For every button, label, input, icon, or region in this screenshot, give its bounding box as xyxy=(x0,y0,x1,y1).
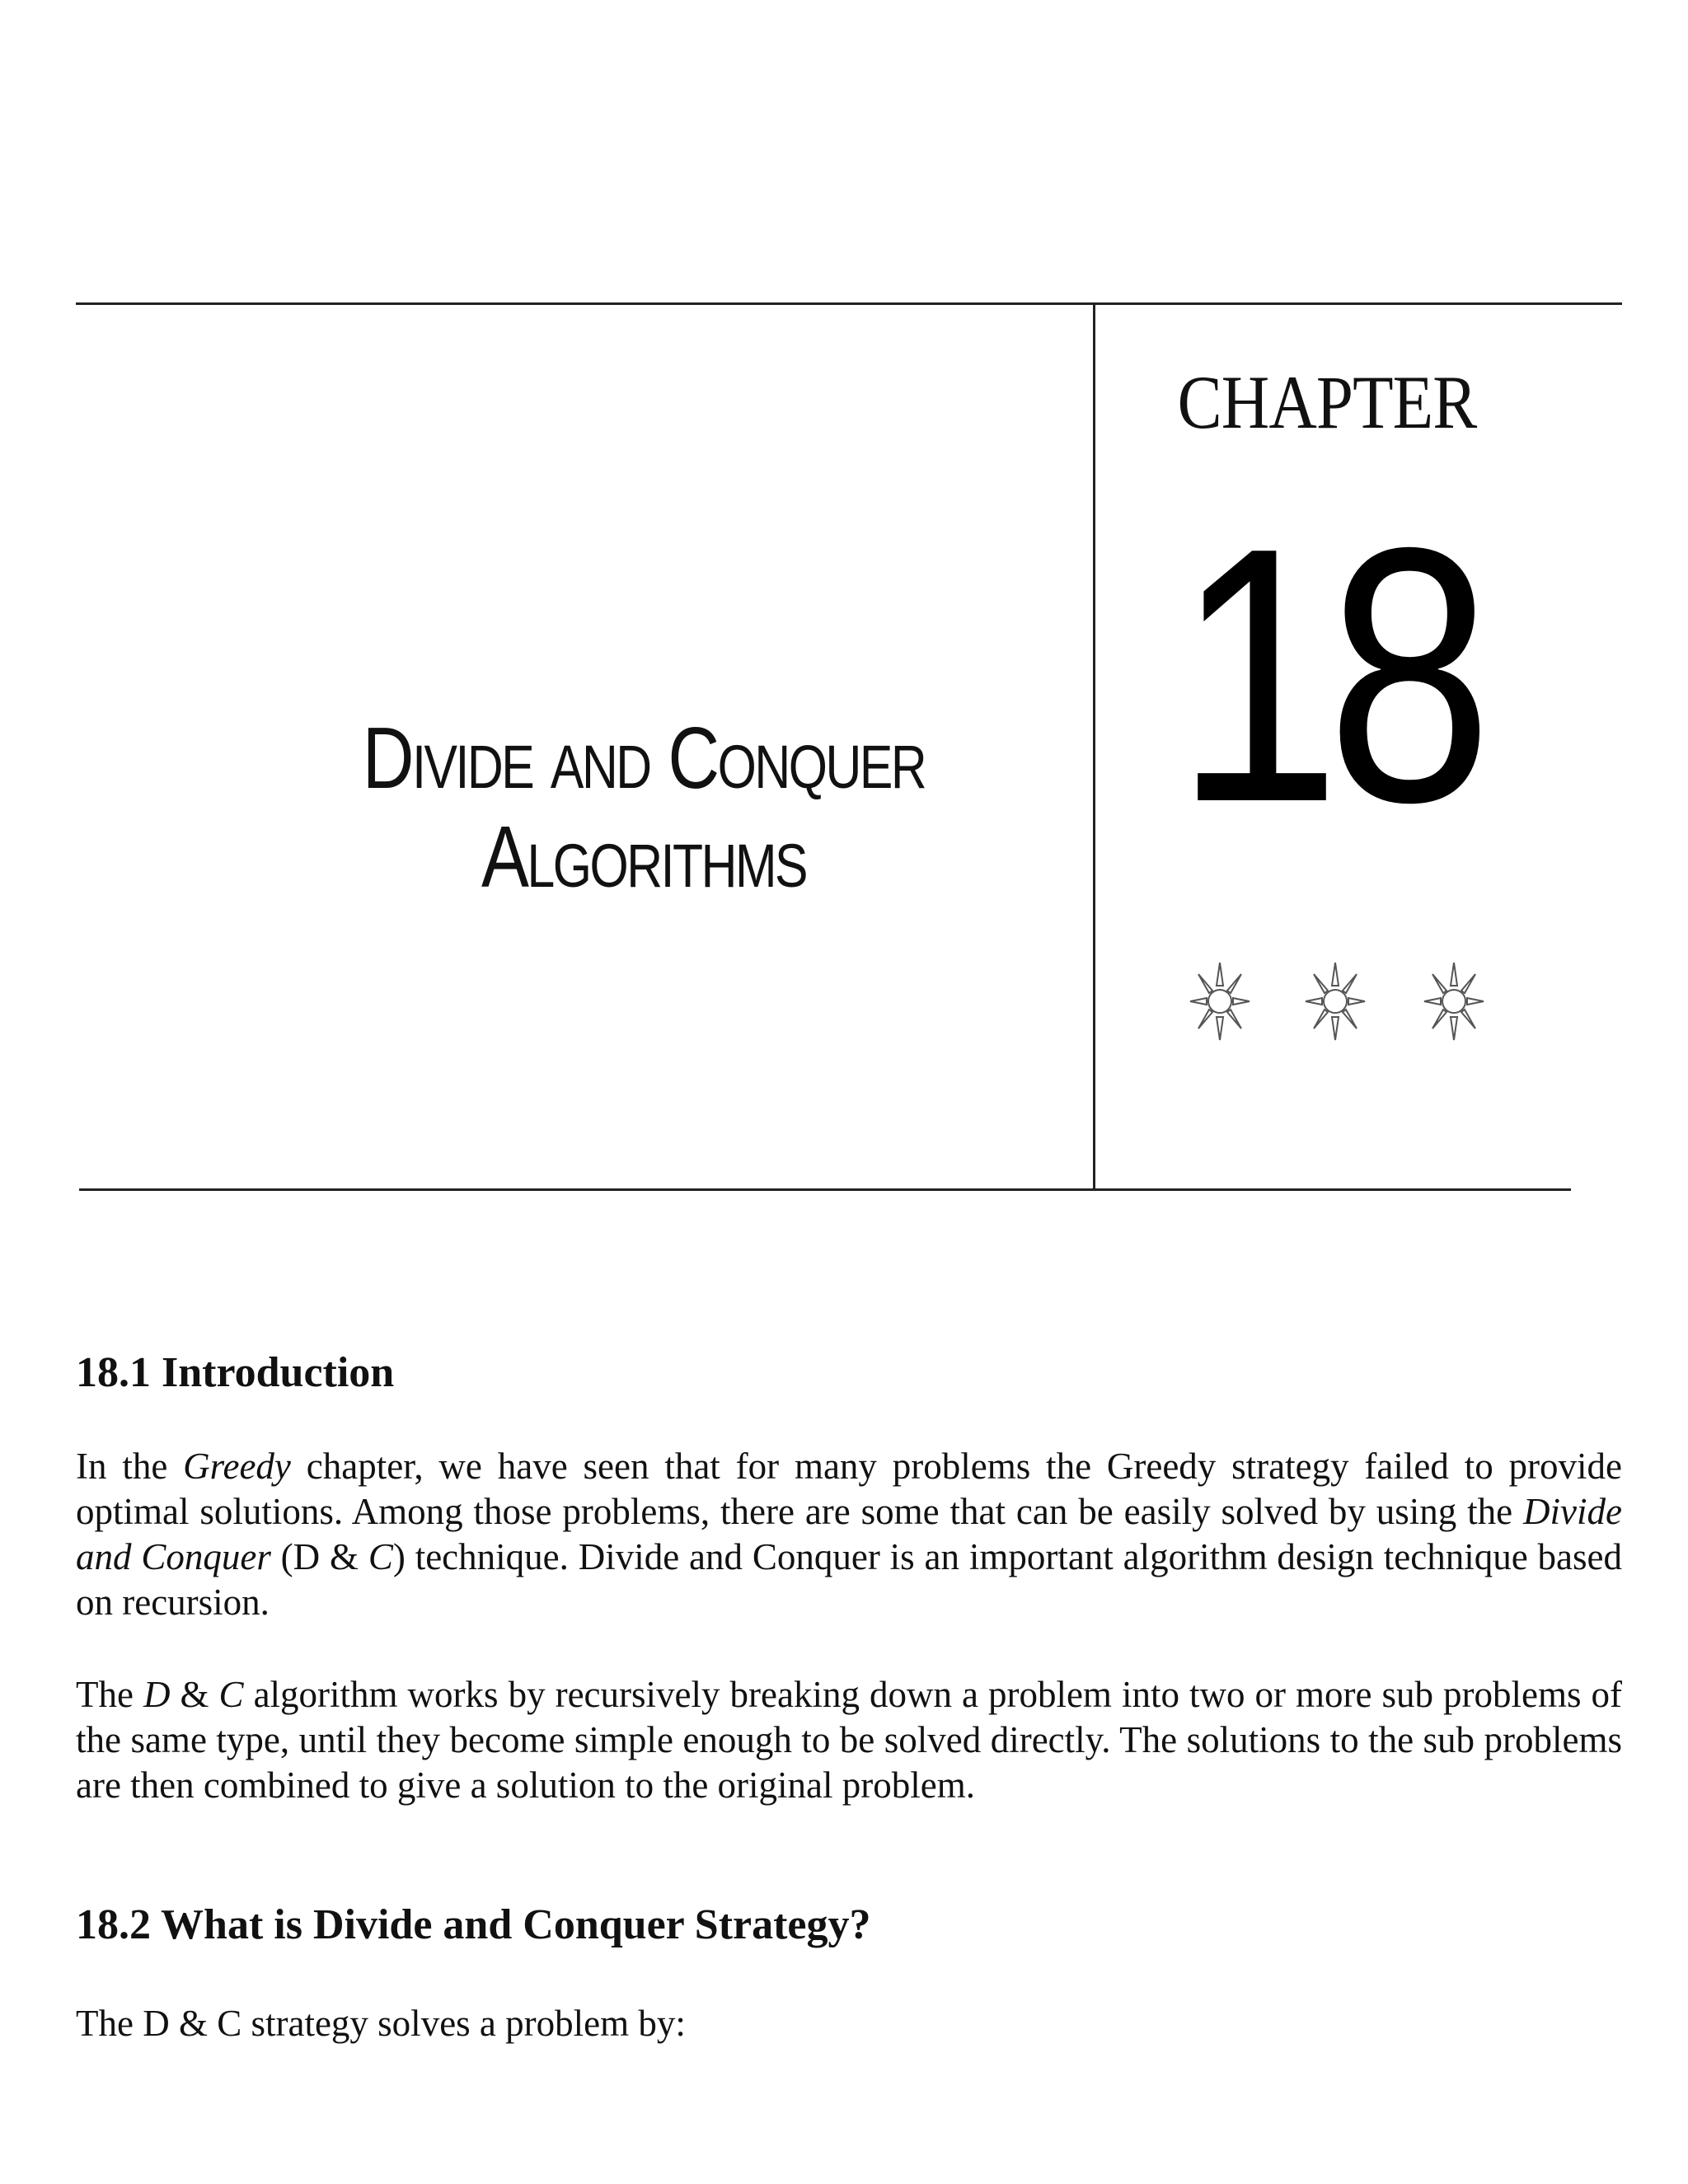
chapter-title-line-2: Algorithms xyxy=(481,808,807,906)
emphasis-c: C xyxy=(368,1536,393,1577)
emphasis-c: C xyxy=(218,1674,244,1715)
chapter-number: 18 xyxy=(1175,473,1479,878)
text-run: The D & C strategy solves a problem by: xyxy=(76,2003,686,2044)
emphasis-d: D xyxy=(143,1674,171,1715)
text-run: (D & xyxy=(270,1536,368,1577)
text-run: In the xyxy=(76,1446,184,1487)
intro-paragraph-1 xyxy=(76,1444,1622,1625)
header-top-rule xyxy=(76,302,1622,305)
sun-ornament-icon xyxy=(1187,956,1253,1047)
header-bottom-rule xyxy=(79,1188,1571,1191)
emphasis-divide-and-conquer: Divide and Conquer xyxy=(76,1491,1622,1577)
sun-ornament-icon xyxy=(1421,956,1487,1047)
emphasis-greedy: Greedy xyxy=(183,1446,291,1487)
text-run: The xyxy=(76,1674,143,1715)
intro-paragraph-2 xyxy=(76,1672,1622,1808)
chapter-title xyxy=(181,709,1106,907)
chapter-ornaments xyxy=(1187,956,1484,1047)
strategy-paragraph-1 xyxy=(76,2001,1622,2046)
text-run: ) technique. Divide and Conquer is an important algorithm design technique based on recursion. xyxy=(76,1536,1622,1623)
text-run: algorithm works by recursively breaking down a problem into two or more sub problems of the same type, until they become simple enough to be solved directly. The solutions to the sub problems are then combined to give a solution to the original problem. xyxy=(76,1674,1622,1806)
text-run: & xyxy=(170,1674,219,1715)
chapter-label: CHAPTER xyxy=(1177,360,1477,444)
chapter-title-line-1: Divide and Conquer xyxy=(362,710,926,807)
sun-ornament-icon xyxy=(1302,956,1368,1047)
section-heading-introduction: 18.1 Introduction xyxy=(76,1349,395,1396)
section-heading-what-is-dc: 18.2 What is Divide and Conquer Strategy? xyxy=(76,1901,871,1948)
text-run: chapter, we have seen that for many problems the Greedy strategy failed to provide optimal solutions. Among those problems, there are some that can be easily solved by using the xyxy=(76,1446,1622,1532)
